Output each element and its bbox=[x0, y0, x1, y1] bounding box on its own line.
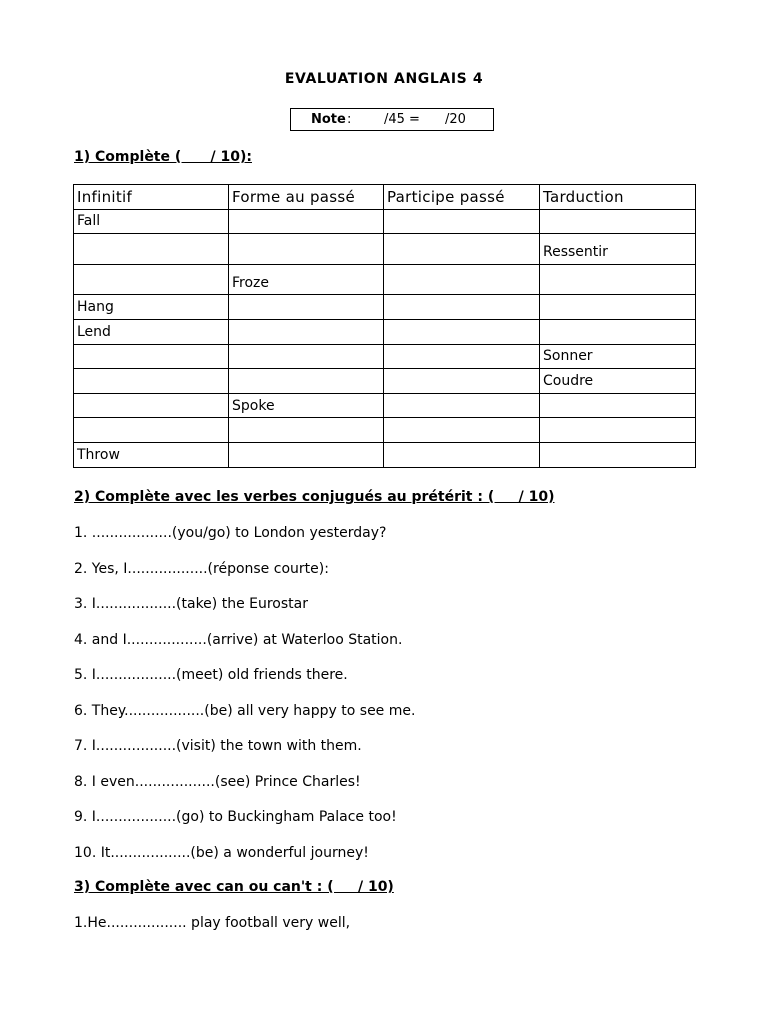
section-1-heading: 1) Complète ( / 10): bbox=[74, 149, 252, 165]
table-cell[interactable] bbox=[74, 418, 229, 443]
table-cell[interactable] bbox=[229, 319, 384, 344]
table-cell[interactable] bbox=[540, 442, 696, 467]
table-cell[interactable] bbox=[540, 418, 696, 443]
table-row bbox=[74, 369, 696, 394]
list-item: 4. and I..................(arrive) at Waterloo Station. bbox=[74, 631, 403, 648]
table-cell[interactable]: Coudre bbox=[540, 369, 696, 394]
preterit-exercise-list bbox=[74, 524, 415, 879]
table-cell[interactable] bbox=[74, 344, 229, 369]
table-cell[interactable] bbox=[229, 418, 384, 443]
header-traduction: Tarduction bbox=[540, 185, 696, 210]
table-cell[interactable]: Froze bbox=[229, 264, 384, 295]
table-row bbox=[74, 418, 696, 443]
list-item: 3. I..................(take) the Eurostar bbox=[74, 596, 308, 612]
table-cell[interactable] bbox=[229, 209, 384, 234]
table-cell[interactable] bbox=[384, 295, 540, 320]
list-item: 2. Yes, I..................(réponse courte): bbox=[74, 560, 329, 577]
page-title: EVALUATION ANGLAIS 4 bbox=[284, 71, 484, 87]
score-out-of-20: /20 bbox=[445, 112, 466, 127]
can-cant-exercise-list bbox=[74, 914, 350, 932]
score-label: Note bbox=[311, 112, 346, 127]
table-row bbox=[74, 234, 696, 265]
table-cell[interactable]: Sonner bbox=[540, 344, 696, 369]
score-box bbox=[290, 108, 494, 131]
table-cell[interactable]: Throw bbox=[74, 442, 229, 467]
table-cell[interactable] bbox=[384, 209, 540, 234]
table-cell[interactable] bbox=[540, 209, 696, 234]
table-cell[interactable] bbox=[229, 369, 384, 394]
table-row bbox=[74, 442, 696, 467]
table-cell[interactable] bbox=[74, 393, 229, 418]
list-item: 9. I..................(go) to Buckingham Palace too! bbox=[74, 809, 397, 825]
table-row bbox=[74, 344, 696, 369]
table-cell[interactable]: Fall bbox=[74, 209, 229, 234]
header-participe-passe: Participe passé bbox=[384, 185, 540, 210]
score-out-of-45: /45 = bbox=[384, 112, 420, 127]
table-cell[interactable] bbox=[384, 234, 540, 265]
table-row bbox=[74, 295, 696, 320]
table-cell[interactable] bbox=[74, 234, 229, 265]
table-cell[interactable] bbox=[384, 319, 540, 344]
table-cell[interactable] bbox=[540, 319, 696, 344]
table-cell[interactable]: Ressentir bbox=[540, 234, 696, 265]
table-cell[interactable]: Lend bbox=[74, 319, 229, 344]
table-cell[interactable] bbox=[229, 442, 384, 467]
table-cell[interactable] bbox=[384, 369, 540, 394]
score-colon: : bbox=[347, 112, 352, 127]
list-item: 1. ..................(you/go) to London yesterday? bbox=[74, 525, 387, 541]
table-header-row bbox=[74, 185, 696, 210]
list-item: 6. They..................(be) all very happy to see me. bbox=[74, 702, 416, 719]
list-item: 8. I even..................(see) Prince Charles! bbox=[74, 773, 361, 790]
table-cell[interactable] bbox=[229, 234, 384, 265]
section-2-heading: 2) Complète avec les verbes conjugués au prétérit : ( / 10) bbox=[74, 489, 555, 505]
table-cell[interactable]: Spoke bbox=[229, 393, 384, 418]
table-cell[interactable] bbox=[540, 264, 696, 295]
table-cell[interactable] bbox=[229, 344, 384, 369]
irregular-verbs-table bbox=[73, 184, 696, 468]
list-item: 5. I..................(meet) old friends there. bbox=[74, 667, 348, 683]
table-row bbox=[74, 209, 696, 234]
table-cell[interactable]: Hang bbox=[74, 295, 229, 320]
table-cell[interactable] bbox=[74, 369, 229, 394]
table-cell[interactable] bbox=[384, 344, 540, 369]
table-cell[interactable] bbox=[384, 393, 540, 418]
header-forme-au-passe: Forme au passé bbox=[229, 185, 384, 210]
table-row bbox=[74, 393, 696, 418]
table-cell[interactable] bbox=[540, 295, 696, 320]
list-item: 1.He.................. play football very well, bbox=[74, 915, 351, 931]
list-item: 10. It..................(be) a wonderful journey! bbox=[74, 844, 369, 861]
table-cell[interactable] bbox=[74, 264, 229, 295]
header-infinitif: Infinitif bbox=[74, 185, 229, 210]
table-row bbox=[74, 264, 696, 295]
section-3-heading: 3) Complète avec can ou can't : ( / 10) bbox=[74, 879, 394, 895]
list-item: 7. I..................(visit) the town with them. bbox=[74, 738, 362, 754]
table-cell[interactable] bbox=[384, 442, 540, 467]
table-cell[interactable] bbox=[229, 295, 384, 320]
table-cell[interactable] bbox=[540, 393, 696, 418]
table-row bbox=[74, 319, 696, 344]
table-cell[interactable] bbox=[384, 418, 540, 443]
table-cell[interactable] bbox=[384, 264, 540, 295]
